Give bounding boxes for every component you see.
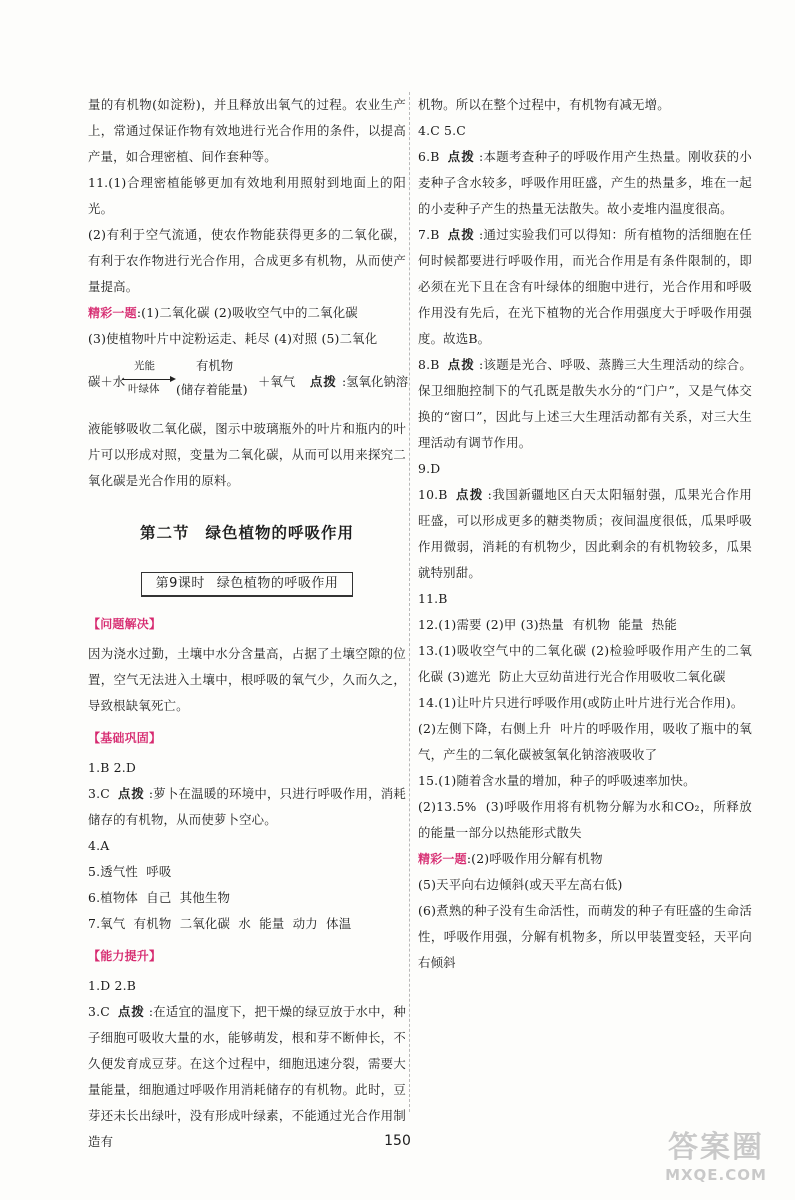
tip-label: 点拨 [117, 1004, 145, 1019]
jingcai-text: :(1)二氧化碳 (2)吸收空气中的二氧化碳 [136, 305, 358, 320]
right-column [418, 92, 752, 976]
lesson-title-box [141, 572, 353, 597]
answer-line: 7.氧气 有机物 二氧化碳 水 能量 动力 体温 [88, 916, 352, 931]
paragraph: 量的有机物(如淀粉)，并且释放出氧气的过程。农业生产上，常通过保证作物有效地进行光合作用的条件，以提高产量，如合理密植、间作套种等。 [88, 97, 406, 164]
answer-number: 3.C [88, 1004, 110, 1019]
answer-7 [418, 222, 752, 352]
tip-label: 点拨 [447, 227, 475, 242]
watermark-line2: MXQE.COM [665, 1166, 767, 1184]
answer-3b [88, 999, 406, 1155]
paragraph: (2)有利于空气流通，使农作物能获得更多的二氧化碳，有利于农作物进行光合作用，合成更多有机物，从而使产量提高。 [88, 227, 406, 294]
answer-line: 9.D [418, 461, 441, 476]
answer-line: 12.(1)需要 (2)甲 (3)热量 有机物 能量 热能 [418, 617, 677, 632]
equation-lhs: 碳＋水 [88, 374, 126, 389]
column-divider [409, 92, 410, 1112]
equation-product-note: (储存着能量) [176, 382, 248, 397]
tip-text: :我国新疆地区白天太阳辐射强，瓜果光合作用旺盛，可以形成更多的糖类物质；夜间温度很低，瓜果呼吸作用微弱，消耗的有机物少，因此剩余的有机物较多，瓜果就特别甜。 [418, 487, 753, 580]
photosynthesis-equation [88, 356, 409, 408]
answer-14-part2: (2)左侧下降，右侧上升 叶片的呼吸作用，吸收了瓶中的氧气，产生的二氧化碳被氢氧化钠溶液吸收了 [418, 721, 752, 762]
section-number: 第二节 [139, 524, 190, 542]
tip-text: :萝卜在温暖的环境中，只进行呼吸作用，消耗储存的有机物，从而使萝卜空心。 [88, 786, 407, 827]
tip-label: 点拨 [455, 487, 484, 502]
jingcai-answer [418, 846, 752, 872]
answer-line: 5.透气性 呼吸 [88, 864, 172, 879]
answer-line: (6)煮熟的种子没有生命活性，而萌发的种子有旺盛的生命活性，呼吸作用强，分解有机物多，所以甲装置变轻，天平向右倾斜 [418, 903, 752, 970]
section-label-wenti: 【问题解决】 [88, 617, 162, 631]
tip-label: 点拨 [117, 786, 145, 801]
jingcai-label: 精彩一题 [418, 852, 467, 866]
answer-8 [418, 352, 752, 456]
jingcai-text: :(2)呼吸作用分解有机物 [466, 851, 603, 866]
equation-product: 有机物 [196, 358, 234, 373]
tip-text: :通过实验我们可以得知：所有植物的活细胞在任何时候都要进行呼吸作用，而光合作用是有条件限制的，即必须在光下且在含有叶绿体的细胞中进行，光合作用和呼吸作用没有先后，在光下植物的光合作用强度大于呼吸作用强度。故选B。 [418, 227, 753, 346]
answer-number: 3.C [88, 786, 110, 801]
section-title [88, 520, 406, 546]
tip-text: :本题考查种子的呼吸作用产生热量。刚收获的小麦种子含水较多，呼吸作用旺盛，产生的热量多，堆在一起的小麦种子产生的热量无法散失。故小麦堆内温度很高。 [418, 149, 753, 216]
tip-text: :该题是光合、呼吸、蒸腾三大生理活动的综合。保卫细胞控制下的气孔既是散失水分的“门户”，又是气体交换的“窗口”，因此与上述三大生理活动都有关系，对三大生理活动有调节作用。 [418, 357, 753, 450]
answer-10 [418, 482, 752, 586]
left-column [88, 92, 409, 1155]
answer-line: 4.C 5.C [418, 123, 466, 138]
section-label-nengli: 【能力提升】 [88, 949, 162, 963]
section-label-jichu: 【基础巩固】 [88, 731, 162, 745]
answer-11: 11.(1)合理密植能够更加有效地利用照射到地面上的阳光。 [88, 175, 406, 216]
watermark-line1: 答案圈 [668, 1130, 764, 1165]
answer-number: 6.B [418, 149, 440, 164]
paragraph: 因为浇水过勤，土壤中水分含量高，占据了土壤空隙的位置，空气无法进入土壤中，根呼吸的氧气少，久而久之，导致根缺氧死亡。 [88, 646, 406, 713]
answer-15-part2: (2)13.5% (3)呼吸作用将有机物分解为水和CO₂，所释放的能量一部分以热能形式散失 [418, 799, 752, 840]
section-name: 绿色植物的呼吸作用 [205, 524, 355, 542]
answer-6 [418, 144, 752, 222]
answer-line: 4.A [88, 838, 110, 853]
answer-line: 1.D 2.B [88, 978, 137, 993]
jingcai-answer [88, 300, 406, 326]
tip-label: 点拨 [447, 357, 475, 372]
tip-text: :氢氧化钠溶 [342, 374, 409, 389]
lesson-number: 第9课时 [155, 576, 205, 591]
answer-3 [88, 781, 406, 833]
answer-number: 7.B [418, 227, 440, 242]
answer-line: 11.B [418, 591, 448, 606]
tip-text: :在适宜的温度下，把干燥的绿豆放于水中，种子细胞可吸收大量的水，能够萌发，根和芽不断伸长，不久便发育成豆芽。在这个过程中，细胞迅速分裂，需要大量能量，细胞通过呼吸作用消耗储存的有机物。此时，豆芽还未长出绿叶，没有形成叶绿素，不能通过光合作用制造有 [88, 1004, 407, 1149]
jingcai-label: 精彩一题 [88, 306, 137, 320]
tip-label: 点拨 [310, 374, 337, 389]
answer-line: (5)天平向右边倾斜(或天平左高右低) [418, 877, 623, 892]
equation-oxygen: ＋氧气 [258, 374, 296, 389]
watermark-logo [651, 1130, 781, 1192]
answer-15: 15.(1)随着含水量的增加，种子的呼吸速率加快。 [418, 773, 696, 788]
paragraph: 机物。所以在整个过程中，有机物有减无增。 [418, 97, 670, 112]
equation-condition-bottom: 叶绿体 [128, 383, 160, 395]
lesson-name: 绿色植物的呼吸作用 [216, 576, 339, 591]
answer-14: 14.(1)让叶片只进行呼吸作用(或防止叶片进行光合作用)。 [418, 695, 744, 710]
tip-label: 点拨 [447, 149, 475, 164]
paragraph: (3)使植物叶片中淀粉运走、耗尽 (4)对照 (5)二氧化 [88, 331, 378, 346]
paragraph: 液能够吸收二氧化碳，图示中玻璃瓶外的叶片和瓶内的叶片可以形成对照，变量为二氧化碳，从而可以用来探究二氧化碳是光合作用的原料。 [88, 421, 406, 488]
answer-number: 8.B [418, 357, 440, 372]
equation-condition-top: 光能 [134, 360, 155, 372]
answer-number: 10.B [418, 487, 448, 502]
answer-13: 13.(1)吸收空气中的二氧化碳 (2)检验呼吸作用产生的二氧化碳 (3)遮光 防止大豆幼苗进行光合作用吸收二氧化碳 [418, 643, 752, 684]
answer-line: 1.B 2.D [88, 760, 137, 775]
answer-line: 6.植物体 自己 其他生物 [88, 890, 231, 905]
page-number: 150 [384, 1133, 411, 1149]
